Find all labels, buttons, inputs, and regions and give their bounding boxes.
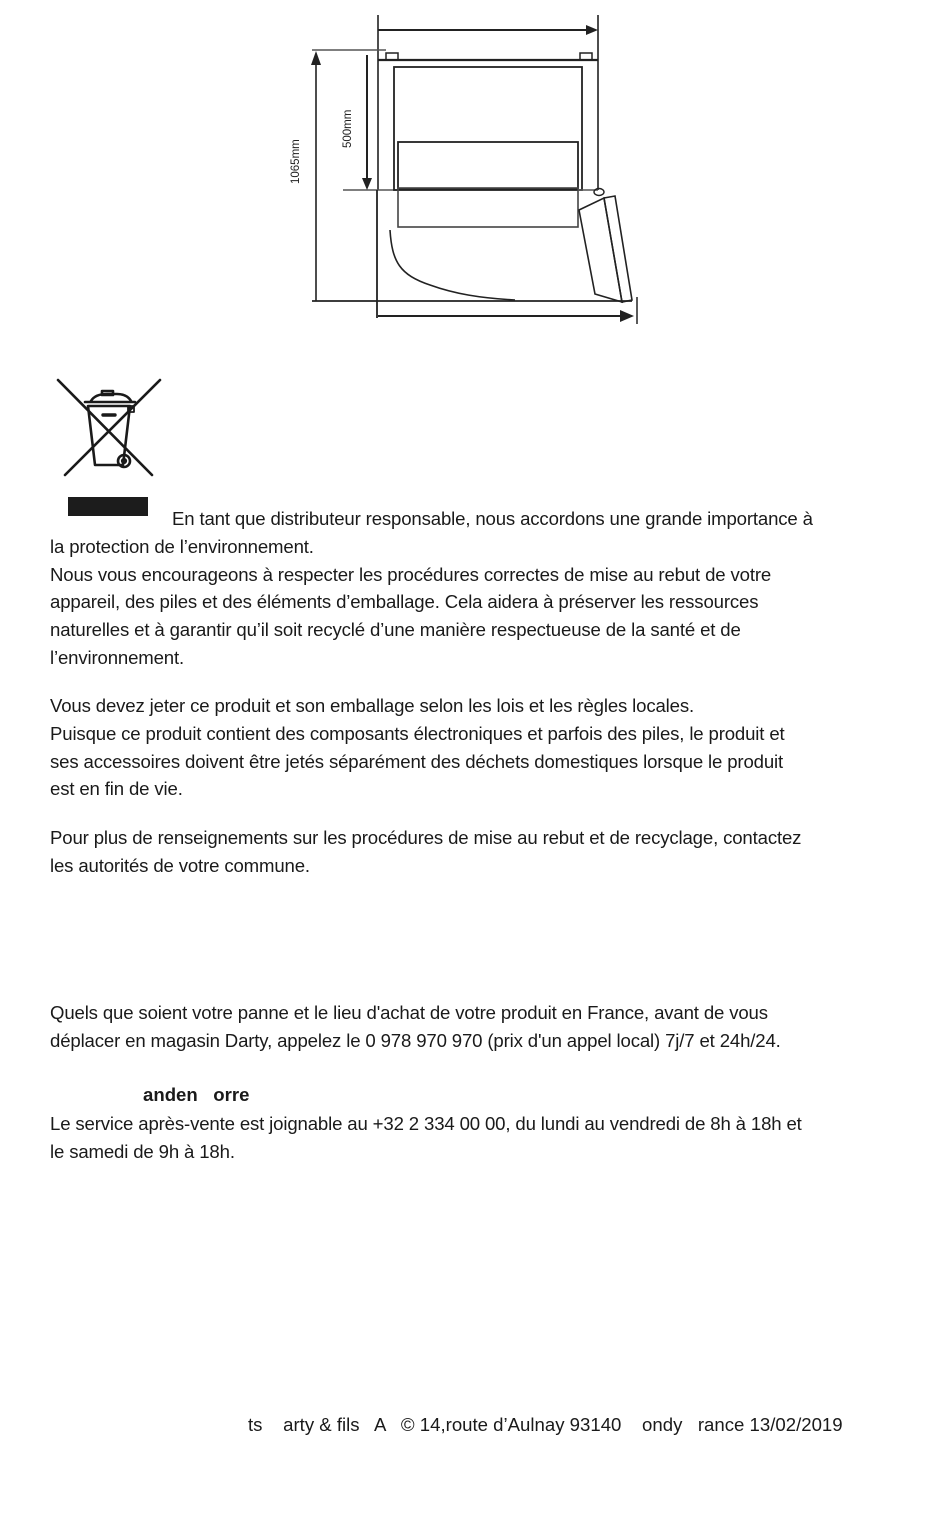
text-line: En tant que distributeur responsable, nous accordons une grande importance à [172, 508, 813, 529]
drawer-front [398, 142, 578, 189]
footer-address: ts arty & fils A © 14,route d’Aulnay 93140 ondy rance 13/02/2019 [248, 1414, 843, 1435]
partial-arrowhead [362, 178, 372, 190]
text-line: appareil, des piles et des éléments d’emballage. Cela aidera à préserver les ressources [50, 591, 759, 613]
text-line: la protection de l’environnement. [50, 535, 314, 557]
text-line: Vous devez jeter ce produit et son emballage selon les lois et les règles locales. [50, 695, 695, 716]
text-line: Puisque ce produit contient des composants électroniques et parfois des piles, le produit et [50, 722, 785, 744]
text-line: l’environnement. [50, 646, 185, 668]
environment-paragraph-3 [50, 824, 910, 880]
service-france-paragraph [50, 999, 910, 1055]
text-line: ses accessoires doivent être jetés séparément des déchets domestiques lorsque le produit [50, 750, 784, 772]
text-line: est en fin de vie. [50, 778, 183, 800]
depth-arrowhead [620, 310, 634, 322]
environment-paragraph-1 [50, 505, 910, 672]
service-belgium-paragraph [50, 1110, 910, 1166]
text-line: Le service après-vente est joignable au +32 2 334 00 00, du lundi au vendredi de 8h à 18h et [50, 1113, 802, 1134]
door-swing-curve [390, 230, 515, 300]
hinge-pivot [594, 189, 604, 196]
text-line: Pour plus de renseignements sur les procédures de mise au rebut et de recyclage, contactez [50, 827, 802, 848]
door-outer [604, 196, 632, 302]
door-inner [579, 198, 622, 302]
text-line: Nous vous encourageons à respecter les procédures correctes de mise au rebut de votre [50, 563, 772, 585]
text-line: déplacer en magasin Darty, appelez le 0 978 970 970 (prix d'un appel local) 7j/7 et 24h/24. [50, 1029, 781, 1051]
crossed-out-wheelie-bin-icon [55, 377, 163, 479]
text-line: les autorités de votre commune. [50, 854, 310, 876]
text-line: le samedi de 9h à 18h. [50, 1140, 235, 1162]
environment-paragraph-2 [50, 692, 910, 803]
total-height-label: 1065mm [290, 139, 302, 184]
width-arrowhead [586, 25, 598, 35]
drawer-lower [398, 188, 578, 227]
text-line: Quels que soient votre panne et le lieu d'achat de votre produit en France, avant de vous [50, 1002, 768, 1023]
partial-height-label: 500mm [342, 109, 354, 148]
height-arrowhead [311, 51, 321, 65]
service-belgium-heading: anden orre [143, 1084, 250, 1105]
dimension-diagram [280, 0, 660, 330]
cabinet-upper [394, 67, 582, 190]
text-line: naturelles et à garantir qu’il soit recyclé d’une manière respectueuse de la santé et de [50, 619, 741, 641]
